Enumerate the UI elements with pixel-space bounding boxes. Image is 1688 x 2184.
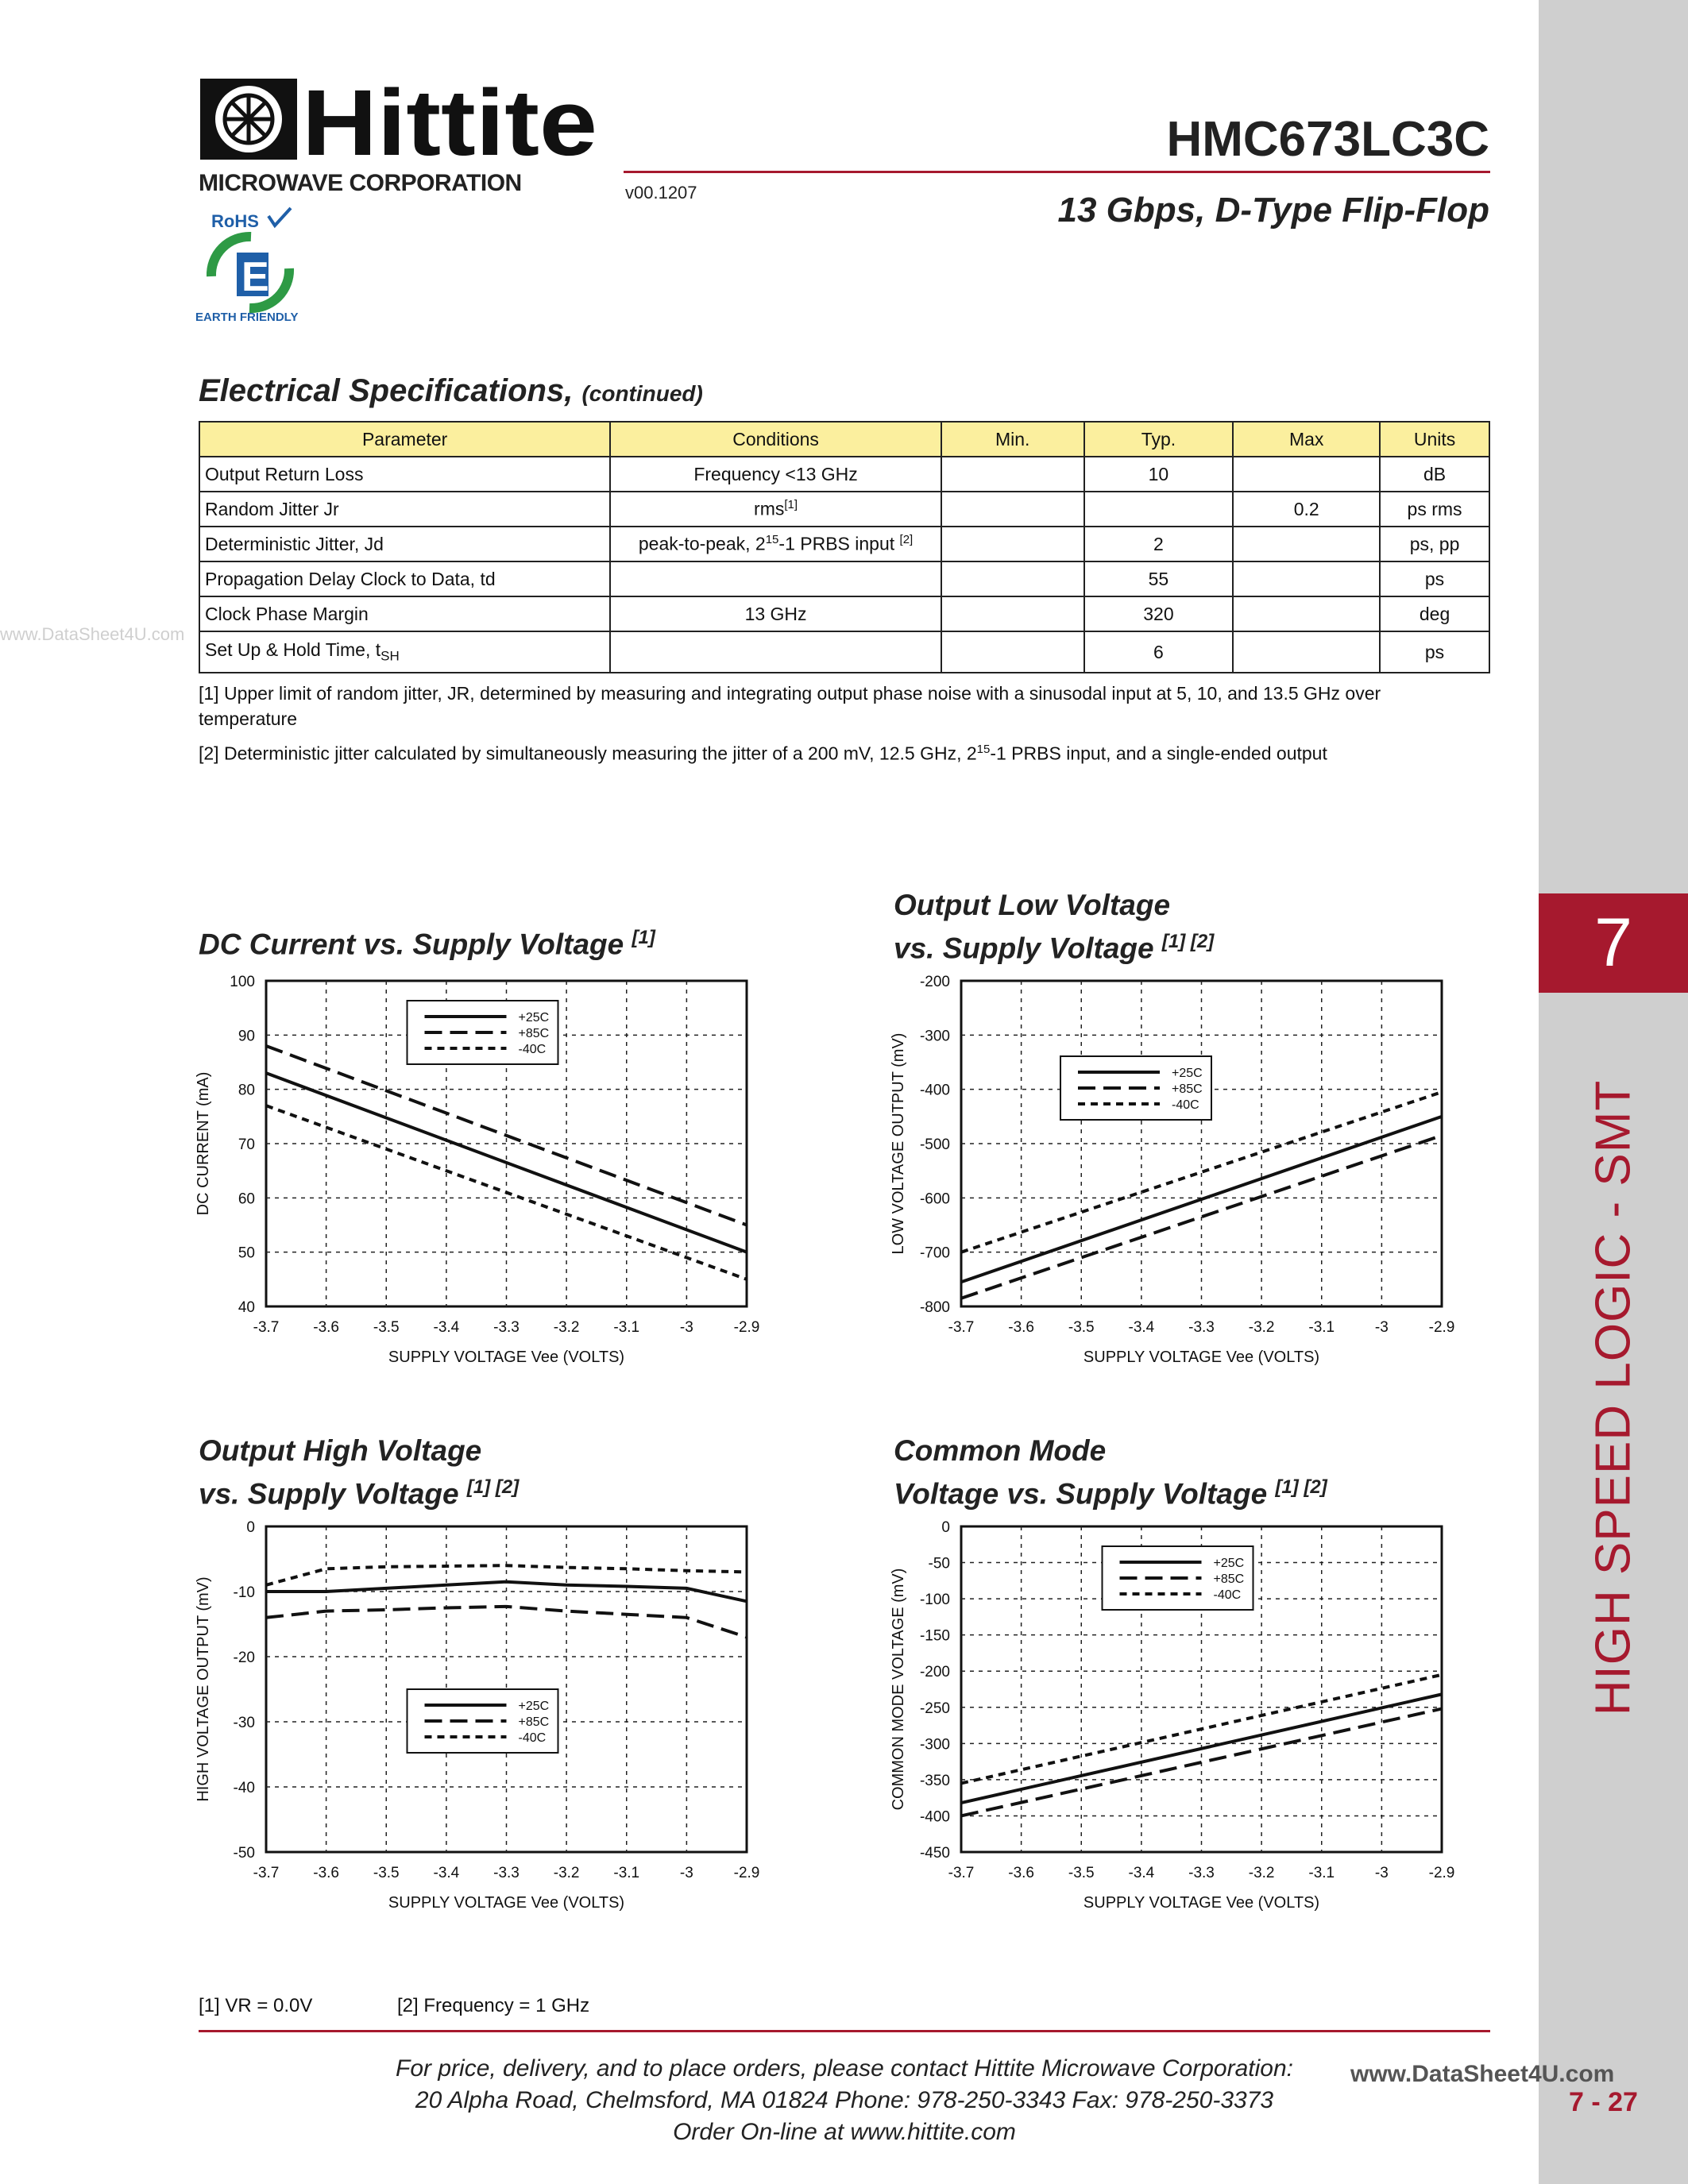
table-row: [199, 596, 1489, 631]
cell-min: [941, 631, 1084, 673]
spec-title-text: Electrical Specifications,: [199, 373, 574, 408]
x-tick-label: -3.2: [553, 1865, 580, 1881]
footer-contact-line: For price, delivery, and to place orders, please contact Hittite Microwave Corporation:: [396, 2055, 1293, 2082]
x-tick-label: -3.6: [1008, 1865, 1034, 1881]
cell-min: [941, 527, 1084, 561]
chart-low-voltage: [886, 973, 1474, 1386]
header-parameter: Parameter: [199, 422, 610, 457]
cell-parameter: Output Return Loss: [199, 457, 610, 492]
spec-table: [199, 421, 1490, 673]
legend-entry: +25C: [1172, 1067, 1203, 1080]
y-tick-label: -200: [919, 974, 950, 990]
cell-units: ps: [1380, 561, 1489, 596]
cell-units: dB: [1380, 457, 1489, 492]
y-tick-label: -400: [919, 1808, 950, 1826]
cell-conditions: [610, 561, 941, 596]
section-number-tab: 7: [1539, 893, 1688, 993]
rohs-label: RoHS: [211, 211, 259, 231]
chart-title-ref: [1] [2]: [1275, 1476, 1327, 1498]
exponent: 15: [976, 743, 991, 756]
cell-typ: 320: [1084, 596, 1234, 631]
company-name: Hittite: [302, 75, 597, 163]
table-row: [199, 492, 1489, 527]
y-tick-label: 50: [238, 1244, 255, 1262]
x-tick-label: -3.7: [253, 1319, 280, 1336]
chart-title-line1: Common Mode: [894, 1434, 1107, 1467]
cell-conditions: [610, 527, 941, 561]
table-header-row: [199, 422, 1489, 457]
cell-max: [1233, 527, 1380, 561]
header-conditions: Conditions: [610, 422, 941, 457]
x-tick-label: -3.7: [253, 1865, 280, 1881]
chart-title-ref: [1] [2]: [466, 1476, 520, 1498]
chart-title-low-voltage: [894, 887, 1214, 967]
x-tick-label: -3.1: [613, 1319, 640, 1336]
table-row: [199, 527, 1489, 561]
y-tick-label: -500: [919, 1136, 950, 1153]
footer-order-online[interactable]: [199, 2119, 1490, 2146]
y-tick-label: -40: [233, 1780, 255, 1796]
legend-entry: -40C: [518, 1731, 547, 1745]
version-label: v00.1207: [625, 183, 697, 203]
legend-entry: -40C: [1172, 1098, 1199, 1112]
y-tick-label: -400: [919, 1082, 950, 1099]
x-tick-label: -2.9: [1428, 1865, 1455, 1881]
x-axis-label: SUPPLY VOLTAGE Vee (VOLTS): [1083, 1894, 1320, 1912]
subscript: SH: [380, 648, 400, 664]
x-tick-label: -3.1: [1308, 1319, 1335, 1336]
footnote-2-text: [2] Deterministic jitter calculated by simultaneously measuring the jitter of a 200 mV, 12.5 GHz, 2: [199, 743, 977, 764]
cell-min: [941, 596, 1084, 631]
cell-min: [941, 561, 1084, 596]
x-tick-label: -3.2: [1248, 1865, 1275, 1881]
cell-typ: 2: [1084, 527, 1234, 561]
table-row: [199, 561, 1489, 596]
cell-min: [941, 457, 1084, 492]
reference-mark: [2]: [899, 533, 914, 547]
y-tick-label: -450: [919, 1845, 950, 1862]
hittite-logo: [200, 75, 601, 163]
cell-parameter: Clock Phase Margin: [199, 596, 610, 631]
y-tick-label: -20: [233, 1650, 255, 1666]
footer-rule: [199, 2030, 1490, 2032]
x-tick-label: -3.5: [373, 1319, 400, 1336]
y-axis-label: DC CURRENT (mA): [195, 1071, 212, 1216]
legend-entry: +85C: [518, 1027, 550, 1040]
chart-high-voltage: [191, 1518, 778, 1931]
footer-note-1: [1] VR = 0.0V: [199, 1995, 313, 2016]
footnote-1-line2: temperature: [199, 708, 298, 729]
cell-max: [1233, 596, 1380, 631]
legend-entry: +25C: [518, 1700, 550, 1713]
y-tick-label: -30: [233, 1715, 255, 1731]
watermark-left: www.DataSheet4U.com: [0, 624, 185, 644]
legend-entry: -40C: [518, 1043, 547, 1056]
x-axis-label: SUPPLY VOLTAGE Vee (VOLTS): [1083, 1349, 1320, 1366]
x-tick-label: -3.3: [1188, 1865, 1215, 1881]
x-axis-label: SUPPLY VOLTAGE Vee (VOLTS): [388, 1349, 625, 1366]
y-tick-label: 60: [238, 1190, 255, 1208]
y-tick-label: -100: [919, 1592, 950, 1609]
x-tick-label: -3.5: [1068, 1319, 1095, 1336]
chart-dc-current: [191, 973, 778, 1386]
rohs-badge: [195, 205, 307, 324]
company-subtitle: MICROWAVE CORPORATION: [199, 170, 522, 196]
chart-title-ref: [1]: [632, 927, 655, 948]
x-tick-label: -3.4: [1128, 1865, 1155, 1881]
footnote-1-line1: [1] Upper limit of random jitter, JR, determined by measuring and integrating output phase noise with a sinusodal input at 5, 10, and 13.5 GHz over: [199, 683, 1381, 704]
y-tick-label: -150: [919, 1627, 950, 1645]
checkmark-icon: [268, 208, 291, 226]
x-tick-label: -3.1: [1308, 1865, 1335, 1881]
chart-title-common-mode: [894, 1433, 1327, 1512]
cell-typ: 6: [1084, 631, 1234, 673]
x-tick-label: -3.2: [553, 1319, 580, 1336]
watermark-right: www.DataSheet4U.com: [1350, 2061, 1615, 2087]
x-tick-label: -3.4: [433, 1865, 460, 1881]
product-subtitle: 13 Gbps, D-Type Flip-Flop: [1057, 191, 1489, 230]
y-tick-label: 100: [230, 974, 255, 990]
chart-title-line1: DC Current vs. Supply Voltage: [199, 928, 624, 961]
earth-friendly-label: EARTH FRIENDLY: [195, 311, 299, 324]
y-tick-label: -50: [928, 1555, 950, 1572]
cell-parameter: Propagation Delay Clock to Data, td: [199, 561, 610, 596]
y-tick-label: -300: [919, 1028, 950, 1045]
x-tick-label: -3.2: [1248, 1319, 1275, 1336]
conditions-text-post: -1 PRBS input: [778, 533, 895, 554]
y-tick-label: 0: [941, 1519, 950, 1536]
cell-parameter: Random Jitter Jr: [199, 492, 610, 527]
table-row: [199, 631, 1489, 673]
header-rule: [624, 171, 1490, 173]
legend-entry: +85C: [1172, 1082, 1203, 1096]
footer-note-2: [2] Frequency = 1 GHz: [397, 1995, 590, 2016]
x-tick-label: -3: [1374, 1865, 1389, 1881]
cell-max: [1233, 561, 1380, 596]
spec-title-suffix: (continued): [581, 381, 703, 406]
y-tick-label: -250: [919, 1700, 950, 1717]
x-tick-label: -2.9: [733, 1319, 760, 1336]
chart-title-ref: [1] [2]: [1161, 931, 1215, 952]
y-axis-label: HIGH VOLTAGE OUTPUT (mV): [195, 1576, 212, 1802]
x-tick-label: -3.3: [1188, 1319, 1215, 1336]
y-tick-label: -800: [919, 1299, 950, 1316]
x-axis-label: SUPPLY VOLTAGE Vee (VOLTS): [388, 1894, 625, 1912]
cell-max: [1233, 631, 1380, 673]
header-units: Units: [1380, 422, 1489, 457]
x-tick-label: -3.4: [433, 1319, 460, 1336]
y-axis-label: LOW VOLTAGE OUTPUT (mV): [890, 1032, 907, 1255]
cell-typ: 10: [1084, 457, 1234, 492]
x-tick-label: -3.4: [1128, 1319, 1155, 1336]
cell-units: ps rms: [1380, 492, 1489, 527]
cell-parameter: Deterministic Jitter, Jd: [199, 527, 610, 561]
y-tick-label: -350: [919, 1772, 950, 1789]
cell-conditions: Frequency <13 GHz: [610, 457, 941, 492]
reference-mark: [1]: [784, 498, 798, 512]
x-tick-label: -3.5: [1068, 1865, 1095, 1881]
y-tick-label: 0: [246, 1519, 255, 1536]
legend-entry: -40C: [1213, 1588, 1242, 1602]
x-tick-label: -2.9: [1428, 1319, 1455, 1336]
cell-units: deg: [1380, 596, 1489, 631]
x-tick-label: -3: [1374, 1319, 1389, 1336]
cell-typ: [1084, 492, 1234, 527]
cell-max: 0.2: [1233, 492, 1380, 527]
table-row: [199, 457, 1489, 492]
header-max: Max: [1233, 422, 1380, 457]
y-tick-label: -10: [233, 1584, 255, 1601]
y-tick-label: -600: [919, 1190, 950, 1208]
legend-entry: +25C: [518, 1011, 550, 1024]
cell-units: ps, pp: [1380, 527, 1489, 561]
footer-address-line: 20 Alpha Road, Chelmsford, MA 01824 Phone: 978-250-3343 Fax: 978-250-3373: [415, 2087, 1274, 2113]
y-tick-label: 40: [238, 1299, 255, 1316]
chart-title-line2: vs. Supply Voltage: [199, 1477, 459, 1511]
part-number: HMC673LC3C: [1166, 112, 1489, 167]
x-tick-label: -3.6: [313, 1865, 339, 1881]
x-tick-label: -3.6: [313, 1319, 339, 1336]
cell-max: [1233, 457, 1380, 492]
chart-title-line1: Output High Voltage: [199, 1434, 482, 1467]
x-tick-label: -3.3: [493, 1319, 520, 1336]
x-tick-label: -3.5: [373, 1865, 400, 1881]
section-title: HIGH SPEED LOGIC - SMT: [1586, 1079, 1641, 1716]
cell-min: [941, 492, 1084, 527]
y-axis-label: COMMON MODE VOLTAGE (mV): [890, 1568, 907, 1811]
page-number: 7 - 27: [1569, 2087, 1638, 2117]
y-tick-label: -300: [919, 1736, 950, 1754]
chart-common-mode: [886, 1518, 1474, 1931]
cell-parameter: [199, 631, 610, 673]
x-tick-label: -3: [679, 1319, 693, 1336]
cell-typ: 55: [1084, 561, 1234, 596]
conditions-text: peak-to-peak, 2: [638, 533, 766, 554]
x-tick-label: -3.7: [948, 1319, 975, 1336]
y-tick-label: 80: [238, 1082, 255, 1099]
chart-title-line2: vs. Supply Voltage: [894, 932, 1154, 965]
legend-entry: +85C: [1213, 1572, 1245, 1586]
chart-title-line1: Output Low Voltage: [894, 889, 1171, 921]
spec-title: [199, 373, 703, 409]
x-tick-label: -2.9: [733, 1865, 760, 1881]
header-typ: Typ.: [1084, 422, 1234, 457]
cell-units: ps: [1380, 631, 1489, 673]
x-tick-label: -3.3: [493, 1865, 520, 1881]
x-tick-label: -3.1: [613, 1865, 640, 1881]
rohs-e-letter: E: [241, 254, 269, 300]
cell-conditions: [610, 631, 941, 673]
x-tick-label: -3.6: [1008, 1319, 1034, 1336]
chart-title-line2: Voltage vs. Supply Voltage: [894, 1477, 1268, 1511]
x-tick-label: -3.7: [948, 1865, 975, 1881]
legend-entry: +25C: [1213, 1557, 1245, 1570]
header-min: Min.: [941, 422, 1084, 457]
chart-title-high-voltage: [199, 1433, 519, 1512]
y-tick-label: 90: [238, 1028, 255, 1045]
y-tick-label: -200: [919, 1664, 950, 1681]
chart-title-dc-current: [199, 920, 655, 963]
footnote-2: [199, 743, 1327, 765]
y-tick-label: -700: [919, 1244, 950, 1262]
parameter-text: Set Up & Hold Time, t: [205, 639, 381, 661]
cell-conditions: 13 GHz: [610, 596, 941, 631]
conditions-text: rms: [754, 498, 785, 519]
y-tick-label: 70: [238, 1136, 255, 1153]
cell-conditions: [610, 492, 941, 527]
legend-entry: +85C: [518, 1715, 550, 1729]
y-tick-label: -50: [233, 1845, 255, 1862]
order-online-link[interactable]: Order On-line at www.hittite.com: [673, 2119, 1016, 2145]
x-tick-label: -3: [679, 1865, 693, 1881]
footnote-2-text-post: -1 PRBS input, and a single-ended output: [990, 743, 1327, 764]
exponent: 15: [765, 533, 779, 547]
